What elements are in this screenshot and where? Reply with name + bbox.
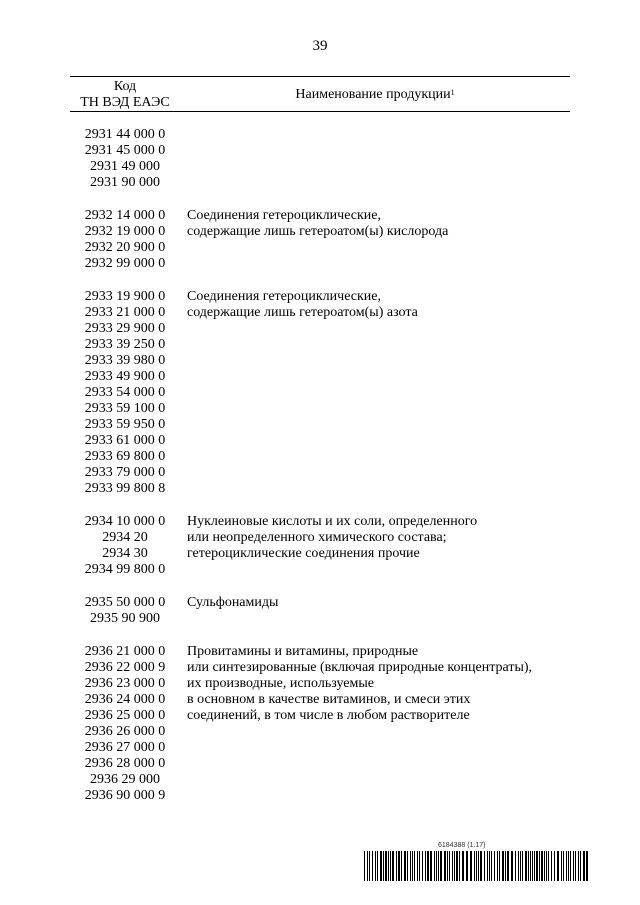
tn-ved-code: 2934 10 000 0 — [84, 514, 166, 529]
tn-ved-code: 2936 25 000 0 — [84, 708, 166, 723]
description-line: в основном в качестве витаминов, и смеси этих — [187, 692, 471, 707]
tn-ved-code: 2933 21 000 0 — [84, 305, 166, 320]
code-column — [70, 595, 180, 627]
tn-ved-code: 2935 50 000 0 — [84, 595, 166, 610]
product-group — [70, 514, 570, 578]
tn-ved-code: 2933 99 800 8 — [84, 481, 166, 496]
tn-ved-code: 2934 30 — [102, 546, 148, 561]
tn-ved-code: 2933 29 900 0 — [84, 321, 166, 336]
tn-ved-code: 2933 69 800 0 — [84, 449, 166, 464]
page-number: 39 — [312, 38, 328, 54]
header-top-rule — [70, 76, 570, 77]
footnote-marker: 1 — [450, 88, 455, 97]
column-header-code-line2: ТН ВЭД ЕАЭС — [80, 95, 170, 110]
tn-ved-code: 2936 26 000 0 — [84, 724, 166, 739]
barcode-icon — [364, 851, 590, 881]
tn-ved-code: 2933 54 000 0 — [84, 385, 166, 400]
code-column — [70, 127, 180, 191]
product-group — [70, 595, 570, 627]
tn-ved-code: 2936 24 000 0 — [84, 692, 166, 707]
tn-ved-code: 2931 45 000 0 — [84, 143, 166, 158]
description-line: содержащие лишь гетероатом(ы) кислорода — [187, 224, 449, 239]
product-group — [70, 644, 570, 804]
description-line: соединений, в том числе в любом растворителе — [187, 708, 470, 723]
tn-ved-code: 2931 49 000 — [90, 159, 160, 174]
code-column — [70, 514, 180, 578]
description-line: или синтезированные (включая природные концентраты), — [187, 660, 533, 675]
tn-ved-code: 2933 79 000 0 — [84, 465, 166, 480]
tn-ved-code: 2936 27 000 0 — [84, 740, 166, 755]
tn-ved-code: 2936 28 000 0 — [84, 756, 166, 771]
tn-ved-code: 2935 90 900 — [90, 611, 160, 626]
column-header-code-line1: Код — [113, 79, 137, 94]
tn-ved-code: 2933 59 100 0 — [84, 401, 166, 416]
description-line: Соединения гетероциклические, — [187, 208, 381, 223]
tn-ved-code: 2932 20 900 0 — [84, 240, 166, 255]
barcode-block — [364, 842, 590, 882]
product-description — [187, 514, 567, 562]
tn-ved-code: 2936 90 000 9 — [84, 788, 166, 803]
tn-ved-code: 2934 20 — [102, 530, 148, 545]
column-header-code — [70, 79, 180, 111]
description-line: содержащие лишь гетероатом(ы) азота — [187, 305, 418, 320]
column-header-name-text: Наименование продукции — [295, 87, 451, 102]
description-line: гетероциклические соединения прочие — [187, 546, 420, 561]
barcode-number: 6184388 (1.17) — [438, 842, 486, 849]
tn-ved-code: 2933 19 900 0 — [84, 289, 166, 304]
tn-ved-code: 2936 29 000 — [90, 772, 160, 787]
tn-ved-code: 2936 23 000 0 — [84, 676, 166, 691]
tn-ved-code: 2932 19 000 0 — [84, 224, 166, 239]
description-line: Провитамины и витамины, природные — [187, 644, 419, 659]
product-description — [187, 644, 567, 724]
code-column — [70, 289, 180, 497]
tn-ved-code: 2934 99 800 0 — [84, 562, 166, 577]
product-description — [187, 208, 567, 240]
product-group — [70, 127, 570, 191]
column-header-name — [180, 87, 570, 103]
tn-ved-code: 2933 39 980 0 — [84, 353, 166, 368]
description-line: или неопределенного химического состава; — [187, 530, 447, 545]
tn-ved-code: 2933 39 250 0 — [84, 337, 166, 352]
description-line: их производные, используемые — [187, 676, 374, 691]
tn-ved-code: 2936 22 000 9 — [84, 660, 166, 675]
tn-ved-code: 2932 99 000 0 — [84, 256, 166, 271]
tn-ved-code: 2932 14 000 0 — [84, 208, 166, 223]
tn-ved-code: 2933 59 950 0 — [84, 417, 166, 432]
code-column — [70, 644, 180, 804]
tn-ved-code: 2936 21 000 0 — [84, 644, 166, 659]
tn-ved-code: 2933 49 900 0 — [84, 369, 166, 384]
header-bottom-rule — [70, 111, 570, 112]
product-description — [187, 595, 567, 611]
product-description — [187, 289, 567, 321]
product-group — [70, 289, 570, 497]
tn-ved-code: 2931 90 000 — [90, 175, 160, 190]
code-column — [70, 208, 180, 272]
description-line: Нуклеиновые кислоты и их соли, определенного — [187, 514, 478, 529]
product-group — [70, 208, 570, 272]
tn-ved-code: 2933 61 000 0 — [84, 433, 166, 448]
description-line: Сульфонамиды — [187, 595, 279, 610]
description-line: Соединения гетероциклические, — [187, 289, 381, 304]
tn-ved-code: 2931 44 000 0 — [84, 127, 166, 142]
